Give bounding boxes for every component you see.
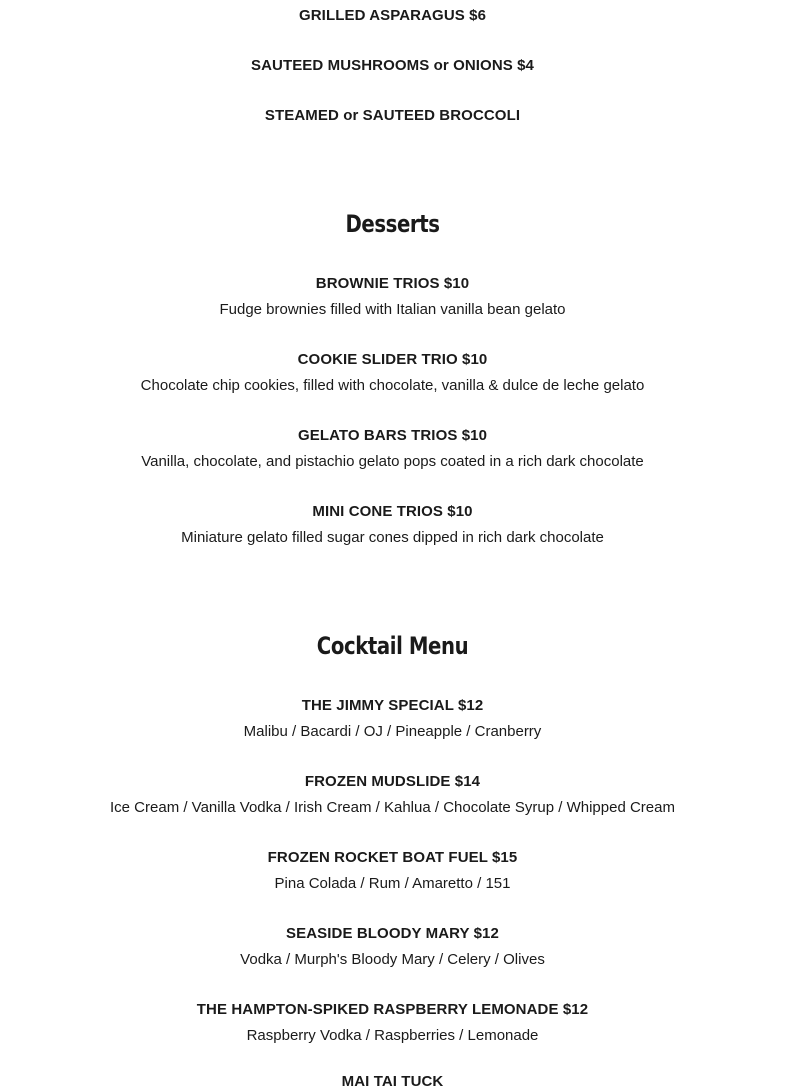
cocktail-item-title: THE JIMMY SPECIAL $12 — [301, 697, 484, 714]
side-item-title: GRILLED ASPARAGUS $6 — [298, 7, 487, 24]
cocktail-item-description: Vodka / Murph's Bloody Mary / Celery / Olives — [240, 951, 545, 968]
dessert-item-title: COOKIE SLIDER TRIO $10 — [297, 351, 488, 368]
dessert-item-description: Miniature gelato filled sugar cones dipped in rich dark chocolate — [181, 529, 604, 546]
cocktail-item-description: Raspberry Vodka / Raspberries / Lemonade — [246, 1027, 539, 1044]
cocktail-item-title: THE HAMPTON-SPIKED RASPBERRY LEMONADE $12 — [196, 1001, 589, 1018]
side-item-title: SAUTEED MUSHROOMS or ONIONS $4 — [250, 57, 535, 74]
dessert-item-title: BROWNIE TRIOS $10 — [315, 275, 470, 292]
cocktail-item-title: FROZEN MUDSLIDE $14 — [304, 773, 481, 790]
dessert-item-description: Vanilla, chocolate, and pistachio gelato pops coated in a rich dark chocolate — [141, 453, 644, 470]
cocktail-item-description: Pina Colada / Rum / Amaretto / 151 — [274, 875, 511, 892]
cocktail-item-title: SEASIDE BLOODY MARY $12 — [286, 925, 499, 942]
dessert-item-title: GELATO BARS TRIOS $10 — [297, 427, 488, 444]
cocktail-item-description: Ice Cream / Vanilla Vodka / Irish Cream / Kahlua / Chocolate Syrup / Whipped Cream — [110, 799, 675, 816]
section-heading-cocktails: Cocktail Menu — [316, 632, 469, 660]
cocktail-item-description: Malibu / Bacardi / OJ / Pineapple / Cranberry — [243, 723, 542, 740]
dessert-item-description: Fudge brownies filled with Italian vanilla bean gelato — [219, 301, 566, 318]
section-heading-desserts: Desserts — [345, 210, 440, 238]
cocktail-item-title: FROZEN ROCKET BOAT FUEL $15 — [267, 849, 518, 866]
cocktail-item-title: MAI TAI TUCK — [341, 1073, 444, 1090]
dessert-item-title: MINI CONE TRIOS $10 — [312, 503, 473, 520]
side-item-title: STEAMED or SAUTEED BROCCOLI — [264, 107, 521, 124]
dessert-item-description: Chocolate chip cookies, filled with chocolate, vanilla & dulce de leche gelato — [140, 377, 645, 394]
